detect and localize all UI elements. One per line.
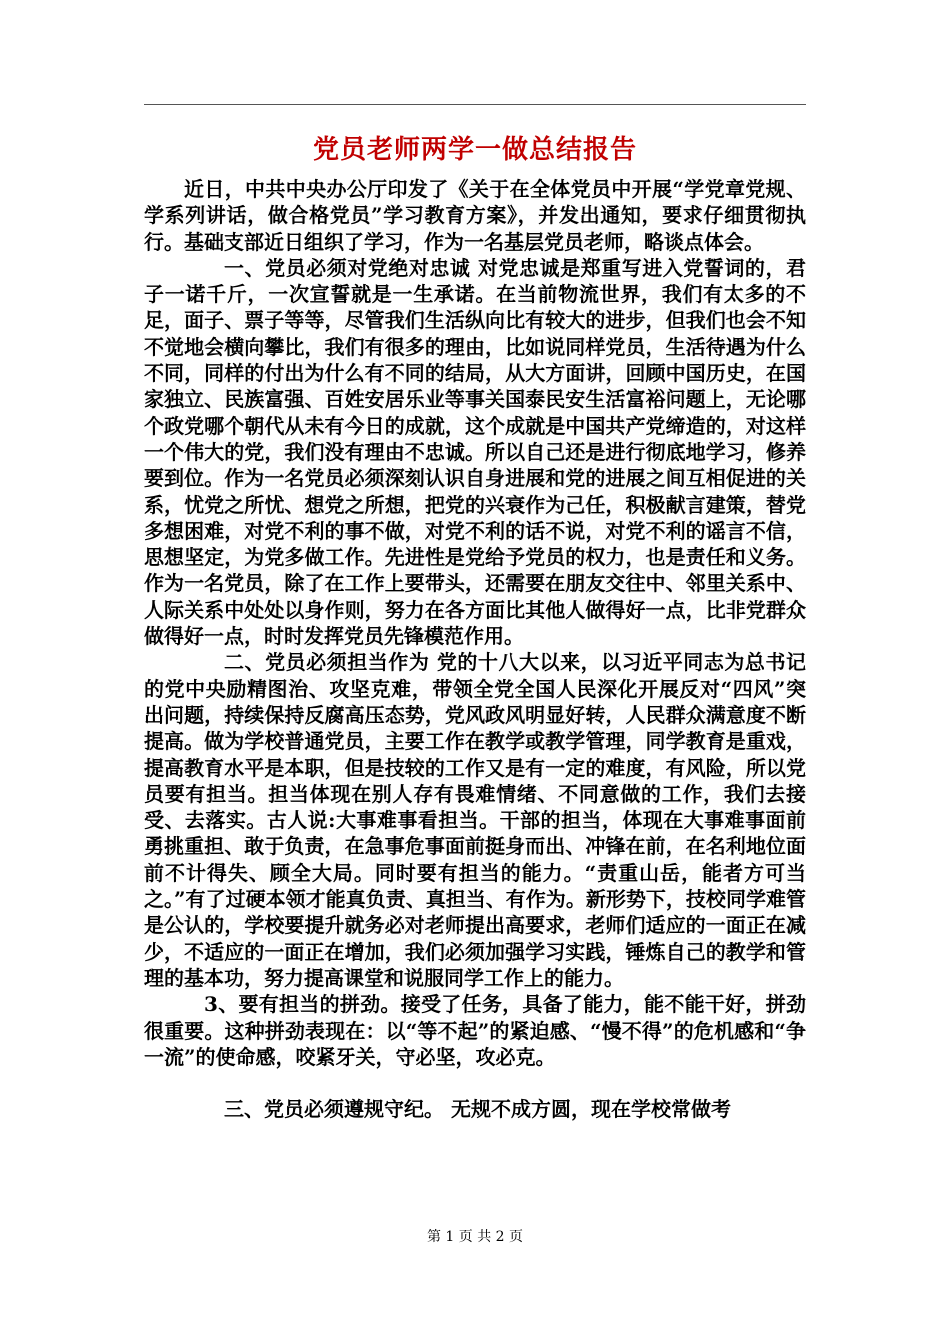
page-number-footer: 第 1 页 共 2 页 xyxy=(426,1229,524,1245)
paragraph-section-1: 一、党员必须对党绝对忠诚 对党忠诚是郑重写进入党誓词的，君子一诺千斤，一次宣誓就是一生承诺。在当前物流世界，我们有太多的不足，面子、票子等等，尽管我们生活纵向比有较大的进步，但我们也会不知不觉地会横向攀比，我们有很多的理由，比如说同样党员，生活待遇为什么不同，同样的付出为什么有不同的结局，从大方面讲，回顾中国历史，在国家独立、民族富强、百姓安居乐业等事关国泰民安生活富裕问题上，无论哪个政党哪个朝代从未有今日的成就，这个成就是中国共产党缔造的，对这样一个伟大的党，我们没有理由不忠诚。所以自己还是进行彻底地学习，修养要到位。作为一名党员必须深刻认识自身进展和党的进展之间互相促进的关系，忧党之所忧、想党之所想，把党的兴衰作为己任，积极献言建策，替党多想困难，对党不利的事不做，对党不利的话不说，对党不利的谣言不信，思想坚定，为党多做工作。先进性是党给予党员的权力，也是责任和义务。作为一名党员，除了在工作上要带头，还需要在朋友交往中、邻里关系中、人际关系中处处以身作则，努力在各方面比其他人做得好一点，比非党群众做得好一点，时时发挥党员先锋模范作用。 xyxy=(144,255,806,649)
header-rule xyxy=(144,104,806,105)
paragraph-gap xyxy=(144,1070,806,1096)
paragraph-point-3: 3、要有担当的拼劲。接受了任务，具备了能力，能不能干好，拼劲很重要。这种拼劲表现在：以“等不起”的紧迫感、“慢不得”的危机感和“争一流”的使命感，咬紧牙关，守必坚，攻必克。 xyxy=(144,992,806,1069)
paragraph-section-3: 三、党员必须遵规守纪。 无规不成方圆，现在学校常做考 xyxy=(224,1097,731,1122)
document-body xyxy=(144,176,806,1122)
paragraph-intro: 近日，中共中央办公厅印发了《关于在全体党员中开展“学党章党规、学系列讲话，做合格党员”学习教育方案》，并发出通知，要求仔细贯彻执行。基础支部近日组织了学习，作为一名基层党员老师，略谈点体会。 xyxy=(144,177,806,254)
paragraph-section-2: 二、党员必须担当作为 党的十八大以来，以习近平同志为总书记的党中央励精图治、攻坚克难，带领全党全国人民深化开展反对“四风”突出问题，持续保持反腐高压态势，党风政风明显好转，人民群众满意度不断提高。做为学校普通党员，主要工作在教学或教学管理，同学教育是重戏，提高教育水平是本职，但是技较的工作又是有一定的难度，有风险，所以党员要有担当。担当体现在别人存有畏难情绪、不同意做的工作，我们去接受、去落实。古人说:大事难事看担当。干部的担当，体现在大事难事面前勇挑重担、敢于负责，在急事危事面前挺身而出、冲锋在前，在名利地位面前不计得失、顾全大局。同时要有担当的能力。“责重山岳，能者方可当之。”有了过硬本领才能真负责、真担当、有作为。新形势下，技校同学难管是公认的，学校要提升就务必对老师提出高要求，老师们适应的一面正在减少，不适应的一面正在增加，我们必须加强学习实践，锤炼自己的教学和管理的基本功，努力提高课堂和说服同学工作上的能力。 xyxy=(144,650,806,990)
document-title: 党员老师两学一做总结报告 xyxy=(312,135,637,165)
